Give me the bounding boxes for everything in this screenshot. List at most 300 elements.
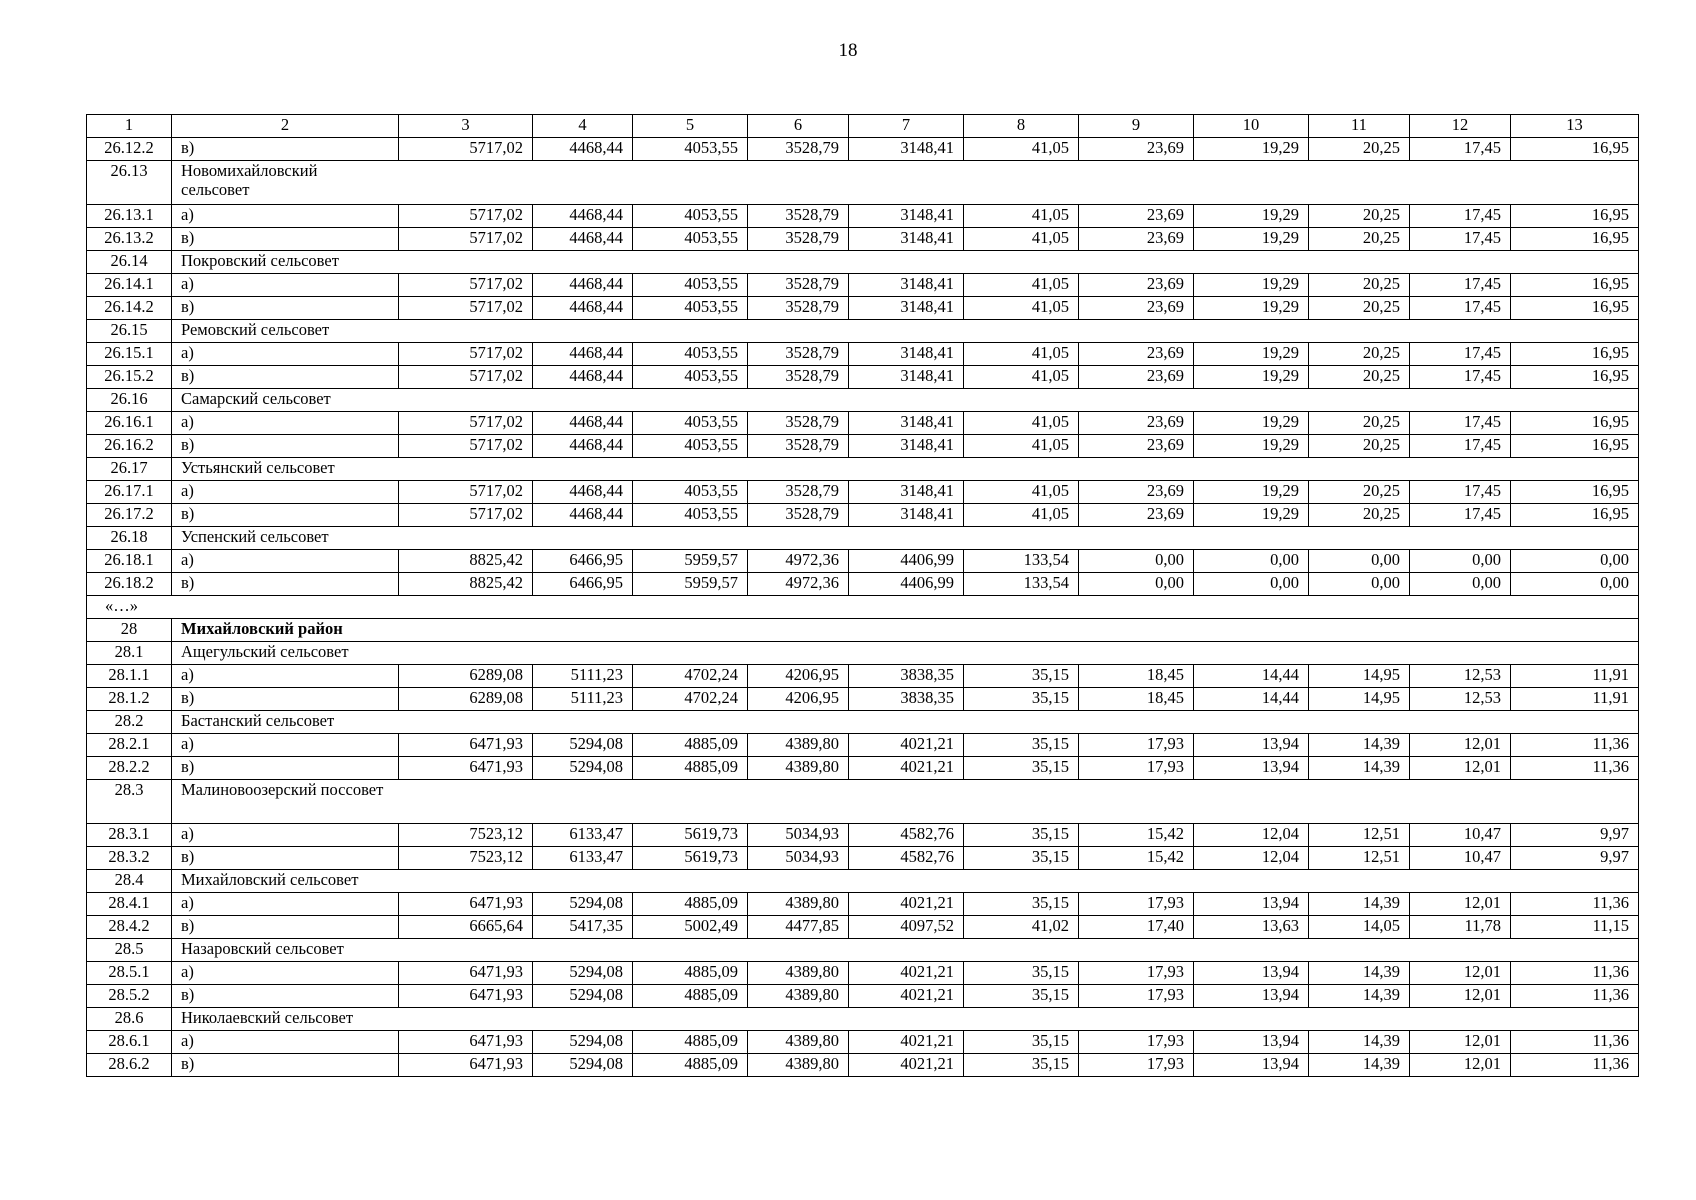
- section-empty-span: [399, 780, 1639, 824]
- value-cell: 11,36: [1511, 734, 1639, 757]
- value-cell: 3148,41: [849, 366, 964, 389]
- value-cell: 41,05: [964, 297, 1079, 320]
- value-cell: 12,51: [1309, 824, 1410, 847]
- value-cell: 23,69: [1079, 435, 1194, 458]
- value-cell: 8825,42: [399, 550, 533, 573]
- row-label: в): [172, 847, 399, 870]
- value-cell: 3528,79: [748, 205, 849, 228]
- value-cell: 4021,21: [849, 734, 964, 757]
- value-cell: 13,63: [1194, 916, 1309, 939]
- value-cell: 3148,41: [849, 274, 964, 297]
- table-row: [87, 1031, 1639, 1054]
- section-title: Новомихайловский сельсовет: [172, 161, 399, 205]
- value-cell: 6133,47: [533, 824, 633, 847]
- value-cell: 12,01: [1410, 985, 1511, 1008]
- section-empty-span: [399, 939, 1639, 962]
- column-header: 3: [399, 115, 533, 138]
- value-cell: 4021,21: [849, 757, 964, 780]
- value-cell: 19,29: [1194, 274, 1309, 297]
- row-code: 28.5.2: [87, 985, 172, 1008]
- table-row: [87, 893, 1639, 916]
- value-cell: 4885,09: [633, 962, 748, 985]
- value-cell: 19,29: [1194, 435, 1309, 458]
- table-row: [87, 573, 1639, 596]
- value-cell: 20,25: [1309, 412, 1410, 435]
- section-title: Михайловский сельсовет: [172, 870, 399, 893]
- value-cell: 16,95: [1511, 412, 1639, 435]
- value-cell: 11,36: [1511, 962, 1639, 985]
- value-cell: 3148,41: [849, 504, 964, 527]
- value-cell: 18,45: [1079, 688, 1194, 711]
- value-cell: 3528,79: [748, 343, 849, 366]
- value-cell: 23,69: [1079, 138, 1194, 161]
- section-row: [87, 389, 1639, 412]
- column-header: 7: [849, 115, 964, 138]
- value-cell: 35,15: [964, 962, 1079, 985]
- value-cell: 4885,09: [633, 1031, 748, 1054]
- row-code: 26.14.1: [87, 274, 172, 297]
- row-code: 28.1.1: [87, 665, 172, 688]
- value-cell: 6471,93: [399, 985, 533, 1008]
- value-cell: 12,01: [1410, 734, 1511, 757]
- value-cell: 5034,93: [748, 847, 849, 870]
- value-cell: 11,36: [1511, 893, 1639, 916]
- value-cell: 35,15: [964, 688, 1079, 711]
- section-empty-span: [399, 527, 1639, 550]
- value-cell: 4053,55: [633, 481, 748, 504]
- value-cell: 12,01: [1410, 1031, 1511, 1054]
- table-row: [87, 665, 1639, 688]
- section-code: 28.5: [87, 939, 172, 962]
- value-cell: 5111,23: [533, 665, 633, 688]
- value-cell: 5717,02: [399, 504, 533, 527]
- value-cell: 6289,08: [399, 665, 533, 688]
- value-cell: 0,00: [1511, 573, 1639, 596]
- section-title: Ащегульский сельсовет: [172, 642, 399, 665]
- value-cell: 6133,47: [533, 847, 633, 870]
- value-cell: 17,40: [1079, 916, 1194, 939]
- row-label: а): [172, 412, 399, 435]
- value-cell: 4702,24: [633, 665, 748, 688]
- value-cell: 4053,55: [633, 435, 748, 458]
- value-cell: 20,25: [1309, 366, 1410, 389]
- value-cell: 4053,55: [633, 228, 748, 251]
- value-cell: 9,97: [1511, 847, 1639, 870]
- value-cell: 4468,44: [533, 138, 633, 161]
- table-row: [87, 343, 1639, 366]
- value-cell: 4885,09: [633, 893, 748, 916]
- value-cell: 4468,44: [533, 228, 633, 251]
- value-cell: 11,15: [1511, 916, 1639, 939]
- column-header: 4: [533, 115, 633, 138]
- value-cell: 6471,93: [399, 734, 533, 757]
- value-cell: 4885,09: [633, 985, 748, 1008]
- value-cell: 14,95: [1309, 688, 1410, 711]
- row-label: а): [172, 274, 399, 297]
- value-cell: 11,36: [1511, 1054, 1639, 1077]
- value-cell: 35,15: [964, 734, 1079, 757]
- value-cell: 6471,93: [399, 1054, 533, 1077]
- value-cell: 12,01: [1410, 1054, 1511, 1077]
- value-cell: 19,29: [1194, 504, 1309, 527]
- value-cell: 11,78: [1410, 916, 1511, 939]
- value-cell: 14,44: [1194, 688, 1309, 711]
- value-cell: 20,25: [1309, 274, 1410, 297]
- value-cell: 3528,79: [748, 366, 849, 389]
- value-cell: 0,00: [1410, 573, 1511, 596]
- value-cell: 4389,80: [748, 757, 849, 780]
- value-cell: 23,69: [1079, 412, 1194, 435]
- row-code: 26.15.1: [87, 343, 172, 366]
- section-row: [87, 320, 1639, 343]
- row-code: 28.3.2: [87, 847, 172, 870]
- value-cell: 0,00: [1309, 573, 1410, 596]
- column-header: 13: [1511, 115, 1639, 138]
- value-cell: 35,15: [964, 893, 1079, 916]
- value-cell: 4468,44: [533, 366, 633, 389]
- section-code: 26.17: [87, 458, 172, 481]
- value-cell: 35,15: [964, 847, 1079, 870]
- row-label: а): [172, 1031, 399, 1054]
- value-cell: 133,54: [964, 550, 1079, 573]
- section-empty-span: [399, 619, 1639, 642]
- table-row: [87, 688, 1639, 711]
- row-code: 28.5.1: [87, 962, 172, 985]
- row-code: 26.12.2: [87, 138, 172, 161]
- section-row: [87, 161, 1639, 205]
- row-code: 28.6.1: [87, 1031, 172, 1054]
- value-cell: 17,93: [1079, 757, 1194, 780]
- value-cell: 23,69: [1079, 343, 1194, 366]
- value-cell: 19,29: [1194, 412, 1309, 435]
- value-cell: 3528,79: [748, 412, 849, 435]
- value-cell: 19,29: [1194, 228, 1309, 251]
- value-cell: 16,95: [1511, 343, 1639, 366]
- table-row: [87, 205, 1639, 228]
- value-cell: 41,05: [964, 138, 1079, 161]
- value-cell: 3148,41: [849, 228, 964, 251]
- value-cell: 4582,76: [849, 847, 964, 870]
- table-row: [87, 824, 1639, 847]
- section-empty-span: [399, 1008, 1639, 1031]
- value-cell: 5717,02: [399, 274, 533, 297]
- section-code: 28.4: [87, 870, 172, 893]
- value-cell: 17,93: [1079, 1054, 1194, 1077]
- value-cell: 19,29: [1194, 297, 1309, 320]
- row-code: 26.18.2: [87, 573, 172, 596]
- section-title: Устьянский сельсовет: [172, 458, 399, 481]
- value-cell: 16,95: [1511, 435, 1639, 458]
- value-cell: 3528,79: [748, 138, 849, 161]
- section-empty-span: [399, 458, 1639, 481]
- value-cell: 41,05: [964, 435, 1079, 458]
- section-code: 26.13: [87, 161, 172, 205]
- value-cell: 41,05: [964, 366, 1079, 389]
- value-cell: 23,69: [1079, 481, 1194, 504]
- omission-marker: «…»: [87, 596, 1639, 619]
- value-cell: 0,00: [1079, 550, 1194, 573]
- table-row: [87, 757, 1639, 780]
- value-cell: 41,05: [964, 274, 1079, 297]
- value-cell: 41,05: [964, 481, 1079, 504]
- column-header: 10: [1194, 115, 1309, 138]
- value-cell: 17,93: [1079, 893, 1194, 916]
- table-row: [87, 734, 1639, 757]
- value-cell: 4021,21: [849, 985, 964, 1008]
- value-cell: 4468,44: [533, 412, 633, 435]
- value-cell: 3528,79: [748, 228, 849, 251]
- value-cell: 4053,55: [633, 138, 748, 161]
- value-cell: 6665,64: [399, 916, 533, 939]
- value-cell: 5959,57: [633, 573, 748, 596]
- value-cell: 5002,49: [633, 916, 748, 939]
- row-label: в): [172, 138, 399, 161]
- value-cell: 35,15: [964, 824, 1079, 847]
- value-cell: 4053,55: [633, 343, 748, 366]
- value-cell: 20,25: [1309, 435, 1410, 458]
- section-title: Ремовский сельсовет: [172, 320, 399, 343]
- value-cell: 14,39: [1309, 734, 1410, 757]
- value-cell: 4582,76: [849, 824, 964, 847]
- section-row: [87, 527, 1639, 550]
- value-cell: 4021,21: [849, 962, 964, 985]
- value-cell: 23,69: [1079, 504, 1194, 527]
- value-cell: 41,05: [964, 228, 1079, 251]
- value-cell: 4468,44: [533, 343, 633, 366]
- value-cell: 4389,80: [748, 734, 849, 757]
- value-cell: 4021,21: [849, 1031, 964, 1054]
- row-code: 26.13.2: [87, 228, 172, 251]
- section-code: 26.14: [87, 251, 172, 274]
- value-cell: 41,05: [964, 412, 1079, 435]
- value-cell: 17,45: [1410, 274, 1511, 297]
- value-cell: 4468,44: [533, 435, 633, 458]
- table-row: [87, 435, 1639, 458]
- value-cell: 12,53: [1410, 665, 1511, 688]
- row-label: а): [172, 893, 399, 916]
- value-cell: 17,93: [1079, 1031, 1194, 1054]
- table-row: [87, 985, 1639, 1008]
- value-cell: 9,97: [1511, 824, 1639, 847]
- value-cell: 5717,02: [399, 138, 533, 161]
- value-cell: 0,00: [1194, 573, 1309, 596]
- row-label: в): [172, 1054, 399, 1077]
- section-row: [87, 1008, 1639, 1031]
- value-cell: 14,39: [1309, 1031, 1410, 1054]
- section-code: 26.15: [87, 320, 172, 343]
- section-empty-span: [399, 320, 1639, 343]
- value-cell: 5294,08: [533, 962, 633, 985]
- value-cell: 11,36: [1511, 757, 1639, 780]
- value-cell: 5959,57: [633, 550, 748, 573]
- table-row: [87, 962, 1639, 985]
- value-cell: 6471,93: [399, 893, 533, 916]
- column-header: 9: [1079, 115, 1194, 138]
- value-cell: 4406,99: [849, 573, 964, 596]
- value-cell: 5717,02: [399, 343, 533, 366]
- row-code: 28.3.1: [87, 824, 172, 847]
- value-cell: 6466,95: [533, 550, 633, 573]
- value-cell: 4972,36: [748, 573, 849, 596]
- value-cell: 41,02: [964, 916, 1079, 939]
- table-row: [87, 550, 1639, 573]
- value-cell: 17,45: [1410, 504, 1511, 527]
- value-cell: 20,25: [1309, 138, 1410, 161]
- section-code: 28.1: [87, 642, 172, 665]
- section-empty-span: [399, 389, 1639, 412]
- row-label: а): [172, 665, 399, 688]
- value-cell: 17,45: [1410, 366, 1511, 389]
- value-cell: 16,95: [1511, 297, 1639, 320]
- value-cell: 3148,41: [849, 435, 964, 458]
- value-cell: 14,39: [1309, 757, 1410, 780]
- value-cell: 4053,55: [633, 297, 748, 320]
- value-cell: 14,39: [1309, 893, 1410, 916]
- value-cell: 3528,79: [748, 504, 849, 527]
- row-label: в): [172, 916, 399, 939]
- value-cell: 14,44: [1194, 665, 1309, 688]
- value-cell: 3838,35: [849, 665, 964, 688]
- value-cell: 8825,42: [399, 573, 533, 596]
- value-cell: 20,25: [1309, 481, 1410, 504]
- table-row: [87, 228, 1639, 251]
- section-title: Бастанский сельсовет: [172, 711, 399, 734]
- value-cell: 13,94: [1194, 1031, 1309, 1054]
- value-cell: 12,01: [1410, 893, 1511, 916]
- value-cell: 13,94: [1194, 734, 1309, 757]
- value-cell: 12,04: [1194, 824, 1309, 847]
- table-row: [87, 412, 1639, 435]
- value-cell: 4885,09: [633, 757, 748, 780]
- value-cell: 4406,99: [849, 550, 964, 573]
- value-cell: 12,01: [1410, 962, 1511, 985]
- table-row: [87, 366, 1639, 389]
- row-label: а): [172, 481, 399, 504]
- row-label: в): [172, 435, 399, 458]
- value-cell: 10,47: [1410, 847, 1511, 870]
- value-cell: 11,91: [1511, 688, 1639, 711]
- value-cell: 5619,73: [633, 824, 748, 847]
- row-label: в): [172, 366, 399, 389]
- value-cell: 5717,02: [399, 366, 533, 389]
- table-row: [87, 916, 1639, 939]
- section-code: 28.3: [87, 780, 172, 824]
- value-cell: 15,42: [1079, 847, 1194, 870]
- section-row: [87, 251, 1639, 274]
- value-cell: 19,29: [1194, 366, 1309, 389]
- value-cell: 6289,08: [399, 688, 533, 711]
- row-code: 28.2.2: [87, 757, 172, 780]
- value-cell: 4097,52: [849, 916, 964, 939]
- row-code: 26.18.1: [87, 550, 172, 573]
- value-cell: 13,94: [1194, 962, 1309, 985]
- value-cell: 16,95: [1511, 366, 1639, 389]
- value-cell: 4468,44: [533, 504, 633, 527]
- value-cell: 5717,02: [399, 412, 533, 435]
- value-cell: 13,94: [1194, 1054, 1309, 1077]
- value-cell: 16,95: [1511, 504, 1639, 527]
- row-code: 26.17.1: [87, 481, 172, 504]
- table-body: [87, 115, 1639, 1077]
- value-cell: 10,47: [1410, 824, 1511, 847]
- section-title: Назаровский сельсовет: [172, 939, 399, 962]
- value-cell: 14,95: [1309, 665, 1410, 688]
- value-cell: 17,93: [1079, 734, 1194, 757]
- value-cell: 4206,95: [748, 688, 849, 711]
- value-cell: 11,36: [1511, 985, 1639, 1008]
- section-empty-span: [399, 161, 1639, 205]
- value-cell: 4053,55: [633, 205, 748, 228]
- value-cell: 3528,79: [748, 481, 849, 504]
- value-cell: 17,45: [1410, 297, 1511, 320]
- value-cell: 0,00: [1410, 550, 1511, 573]
- row-label: в): [172, 985, 399, 1008]
- value-cell: 6471,93: [399, 962, 533, 985]
- value-cell: 19,29: [1194, 481, 1309, 504]
- value-cell: 6466,95: [533, 573, 633, 596]
- row-label: а): [172, 734, 399, 757]
- section-row: [87, 619, 1639, 642]
- value-cell: 16,95: [1511, 205, 1639, 228]
- value-cell: 17,45: [1410, 481, 1511, 504]
- value-cell: 35,15: [964, 665, 1079, 688]
- value-cell: 4389,80: [748, 1054, 849, 1077]
- value-cell: 35,15: [964, 757, 1079, 780]
- value-cell: 12,51: [1309, 847, 1410, 870]
- column-header: 1: [87, 115, 172, 138]
- value-cell: 14,05: [1309, 916, 1410, 939]
- value-cell: 3148,41: [849, 205, 964, 228]
- value-cell: 5294,08: [533, 893, 633, 916]
- value-cell: 0,00: [1309, 550, 1410, 573]
- row-code: 28.2.1: [87, 734, 172, 757]
- value-cell: 23,69: [1079, 228, 1194, 251]
- section-code: 28: [87, 619, 172, 642]
- value-cell: 7523,12: [399, 824, 533, 847]
- value-cell: 23,69: [1079, 274, 1194, 297]
- value-cell: 18,45: [1079, 665, 1194, 688]
- value-cell: 4468,44: [533, 297, 633, 320]
- section-title: Покровский сельсовет: [172, 251, 399, 274]
- value-cell: 4468,44: [533, 274, 633, 297]
- value-cell: 4053,55: [633, 504, 748, 527]
- value-cell: 4021,21: [849, 1054, 964, 1077]
- value-cell: 5717,02: [399, 435, 533, 458]
- value-cell: 41,05: [964, 205, 1079, 228]
- row-label: а): [172, 824, 399, 847]
- row-code: 26.14.2: [87, 297, 172, 320]
- value-cell: 3148,41: [849, 138, 964, 161]
- value-cell: 17,45: [1410, 205, 1511, 228]
- row-code: 26.13.1: [87, 205, 172, 228]
- column-header: 12: [1410, 115, 1511, 138]
- section-row: [87, 870, 1639, 893]
- value-cell: 13,94: [1194, 757, 1309, 780]
- section-title: Николаевский сельсовет: [172, 1008, 399, 1031]
- section-title: Малиновоозерский поссовет: [172, 780, 399, 824]
- value-cell: 4206,95: [748, 665, 849, 688]
- table-header-row: [87, 115, 1639, 138]
- row-code: 28.4.2: [87, 916, 172, 939]
- section-code: 28.2: [87, 711, 172, 734]
- section-code: 28.6: [87, 1008, 172, 1031]
- value-cell: 0,00: [1511, 550, 1639, 573]
- value-cell: 17,45: [1410, 228, 1511, 251]
- omission-row: [87, 596, 1639, 619]
- section-empty-span: [399, 870, 1639, 893]
- value-cell: 4389,80: [748, 985, 849, 1008]
- value-cell: 41,05: [964, 343, 1079, 366]
